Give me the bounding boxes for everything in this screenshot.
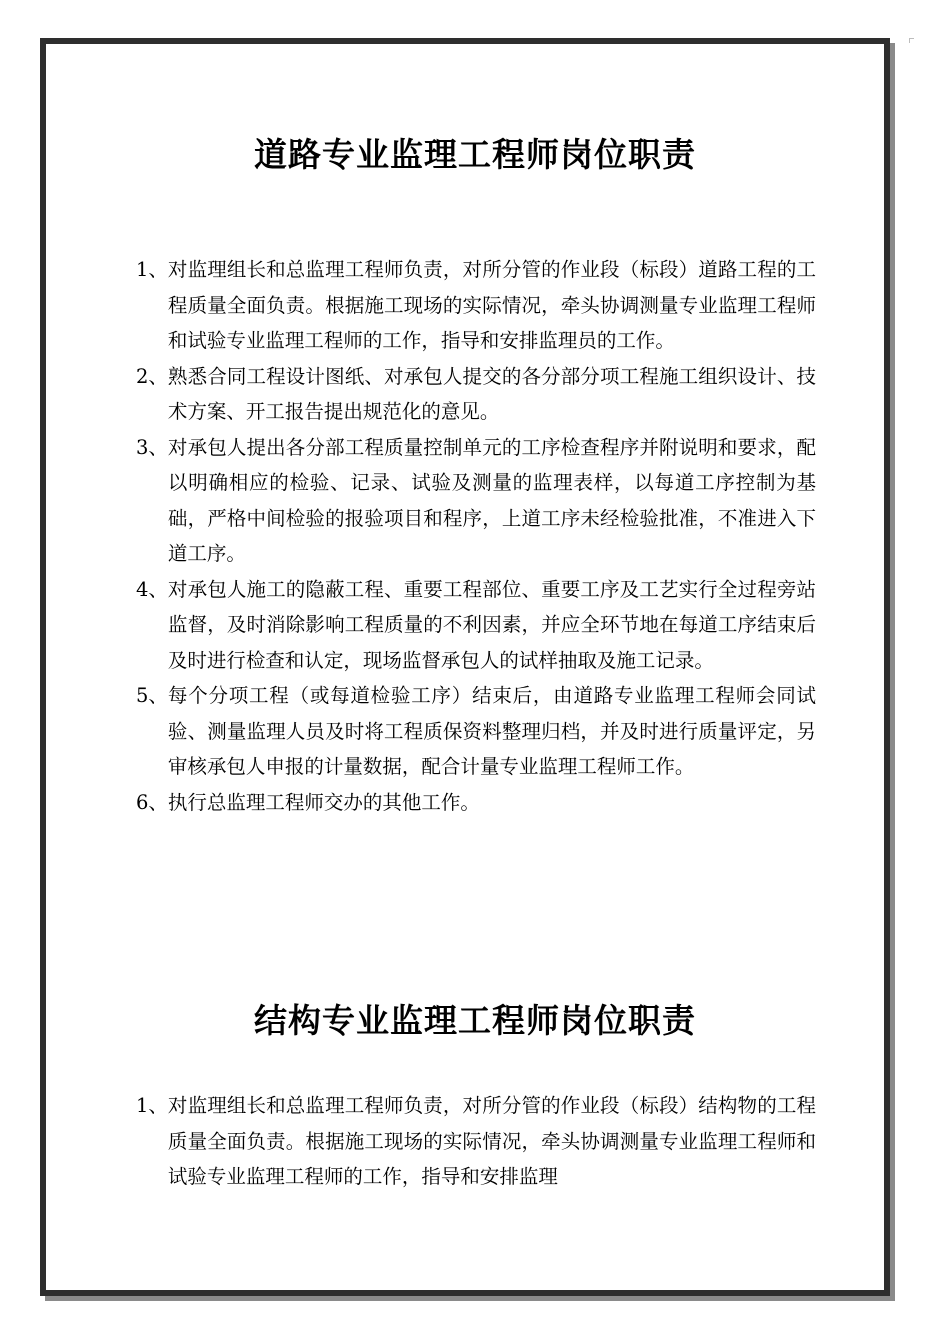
item-number: 5、	[136, 684, 168, 707]
item-number: 2、	[136, 364, 168, 388]
item-text: 对监理组长和总监理工程师负责，对所分管的作业段（标段）道路工程的工程质量全面负责。根据施工现场的实际情况，牵头协调测量专业监理工程师和试验专业监理工程师的工作，指导和安排监理员的工作。	[167, 258, 816, 352]
item-text: 执行总监理工程师交办的其他工作。	[167, 790, 480, 814]
item-text: 对承包人施工的隐蔽工程、重要工程部位、重要工序及工艺实行全过程旁站监督，及时消除影响工程质量的不利因素，并应全环节地在每道工序结束后及时进行检查和认定，现场监督承包人的试样抽取及施工记录。	[167, 577, 816, 672]
item-text: 熟悉合同工程设计图纸、对承包人提交的各分部分项工程施工组织设计、技术方案、开工报告提出规范化的意见。	[167, 364, 816, 423]
item-text: 对监理组长和总监理工程师负责，对所分管的作业段（标段）结构物的工程质量全面负责。根据施工现场的实际情况，牵头协调测量专业监理工程师和试验专业监理工程师的工作，指导和安排监理	[167, 1094, 816, 1188]
item-number: 1、	[136, 258, 168, 281]
list-item	[136, 1088, 816, 1195]
item-text: 每个分项工程（或每道检验工序）结束后，由道路专业监理工程师会同试验、测量监理人员及时将工程质保资料整理归档，并及时进行质量评定，另审核承包人申报的计量数据，配合计量专业监理工程师工作。	[167, 684, 816, 778]
item-number: 3、	[136, 435, 168, 459]
item-number: 4、	[136, 577, 168, 601]
section-title-road: 道路专业监理工程师岗位职责	[254, 135, 696, 174]
item-number: 6、	[136, 790, 168, 814]
list-item	[136, 785, 816, 821]
item-number: 1、	[136, 1094, 168, 1117]
section-title-structure: 结构专业监理工程师岗位职责	[254, 1001, 696, 1040]
structure-duty-list	[136, 1088, 816, 1195]
list-item	[136, 359, 816, 430]
road-duty-list	[136, 252, 816, 820]
list-item	[136, 678, 816, 785]
item-text: 对承包人提出各分部工程质量控制单元的工序检查程序并附说明和要求，配以明确相应的检验、记录、试验及测量的监理表样，以每道工序控制为基础，严格中间检验的报验项目和程序，上道工序未经检验批准，不准进入下道工序。	[167, 435, 816, 565]
list-item	[136, 430, 816, 572]
list-item	[136, 572, 816, 679]
corner-crop-mark	[909, 38, 914, 43]
list-item	[136, 252, 816, 359]
